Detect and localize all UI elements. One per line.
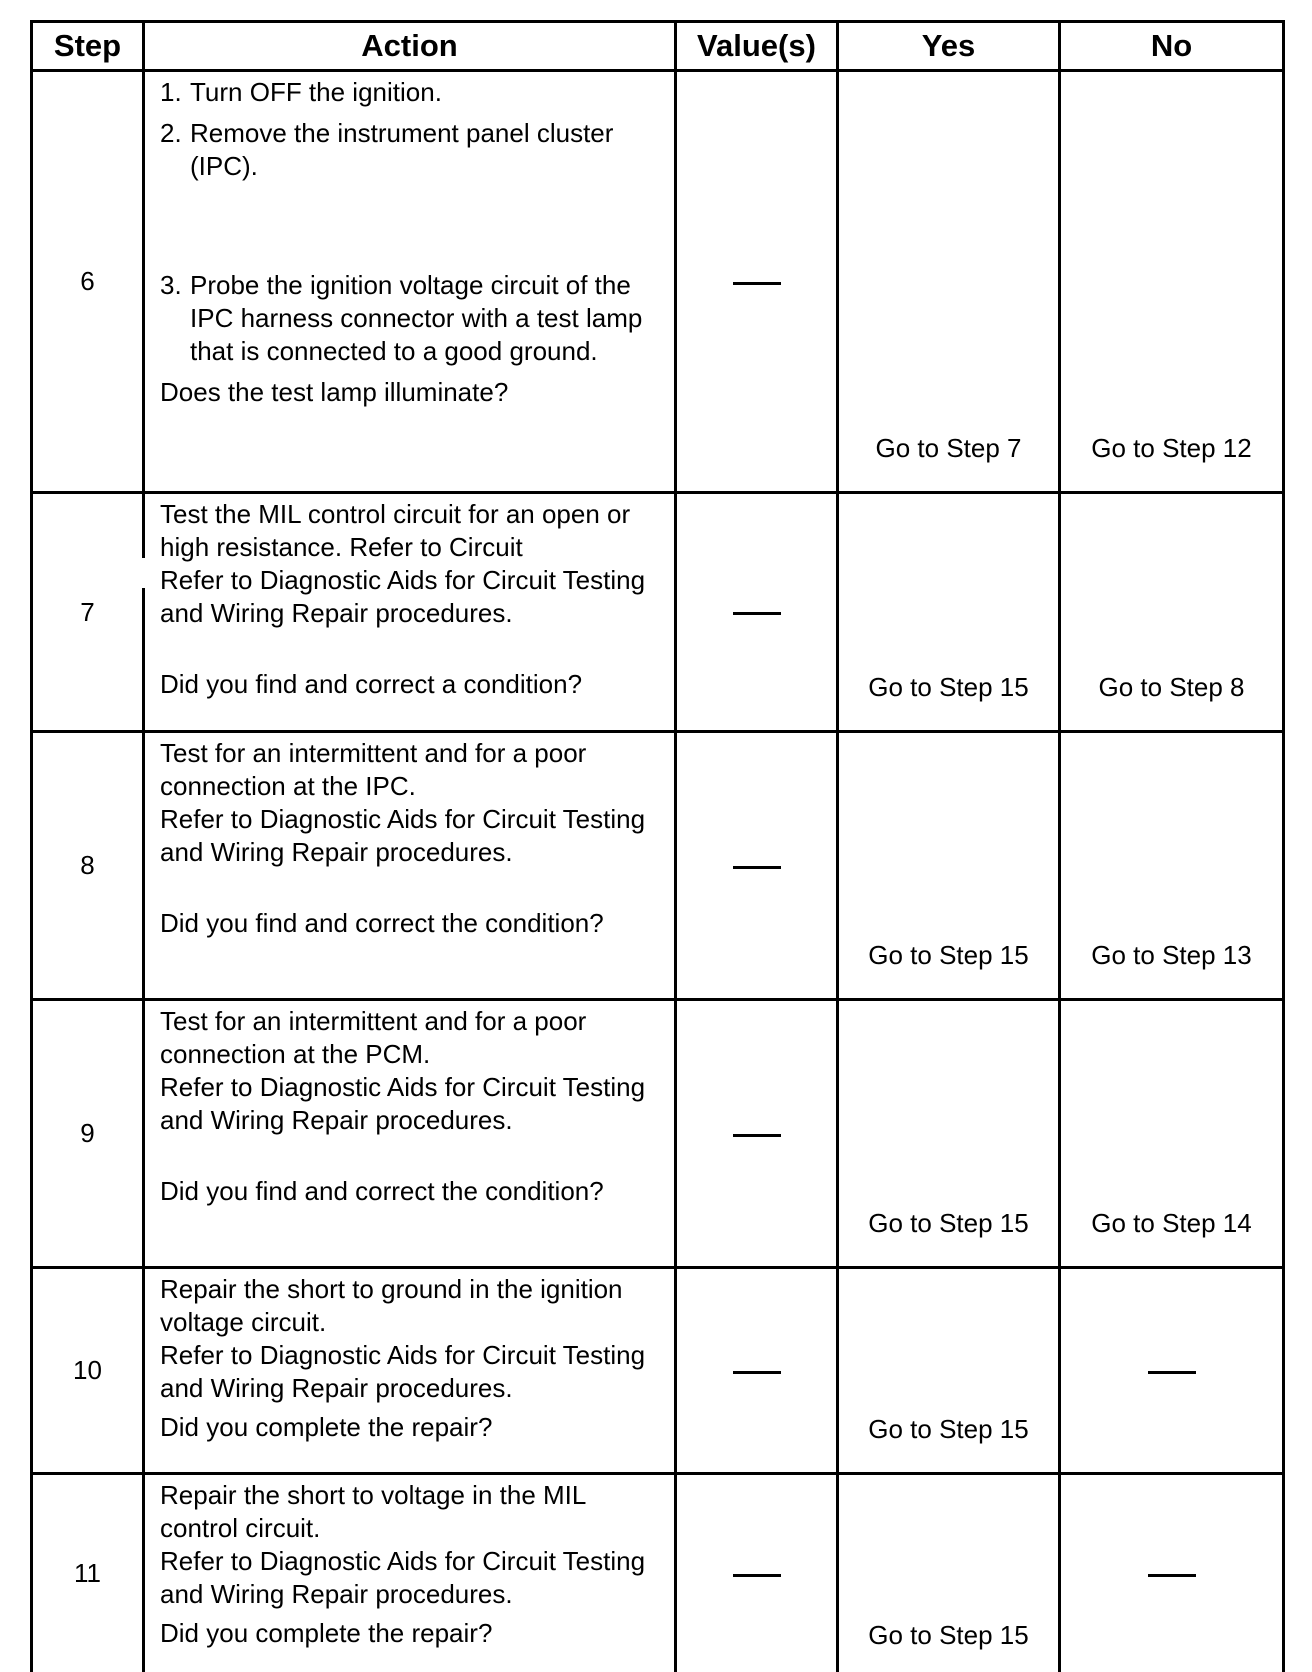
action-step-text: Probe the ignition voltage circuit of the IPC harness connector with a test lamp that is connected to a good ground. — [190, 269, 666, 368]
action-question: Did you find and correct the condition? — [160, 907, 666, 940]
action-cell — [144, 1474, 676, 1672]
action-text: Repair the short to ground in the ignition voltage circuit. — [160, 1273, 666, 1339]
action-question: Did you complete the repair? — [160, 1617, 666, 1650]
step-number: 10 — [32, 1268, 144, 1474]
action-question: Did you find and correct the condition? — [160, 1175, 666, 1208]
value-cell — [676, 71, 838, 493]
action-cell — [144, 1268, 676, 1474]
action-step-number: 3. — [160, 269, 190, 368]
yes-cell: Go to Step 15 — [838, 1474, 1060, 1672]
step-number: 6 — [32, 71, 144, 493]
action-text: Repair the short to voltage in the MIL control circuit. — [160, 1479, 666, 1545]
action-step — [160, 117, 666, 183]
table-row — [32, 732, 1284, 1000]
yes-cell: Go to Step 15 — [838, 493, 1060, 732]
value-cell — [676, 1268, 838, 1474]
no-cell: Go to Step 13 — [1060, 732, 1284, 1000]
no-cell — [1060, 1474, 1284, 1672]
dash-mark — [733, 282, 781, 285]
value-cell — [676, 732, 838, 1000]
action-step-number: 1. — [160, 76, 190, 109]
table-row — [32, 1268, 1284, 1474]
no-cell: Go to Step 8 — [1060, 493, 1284, 732]
action-text: Test the MIL control circuit for an open or high resistance. Refer to Circuit — [160, 498, 666, 564]
yes-cell: Go to Step 15 — [838, 1000, 1060, 1268]
action-text: Test for an intermittent and for a poor connection at the PCM. — [160, 1005, 666, 1071]
dash-mark — [1148, 1371, 1196, 1374]
header-row — [32, 22, 1284, 71]
value-dash — [733, 281, 781, 285]
step-number: 11 — [32, 1474, 144, 1672]
action-cell — [144, 732, 676, 1000]
value-cell — [676, 493, 838, 732]
value-cell — [676, 1474, 838, 1672]
no-cell — [1060, 1268, 1284, 1474]
table-row — [32, 1000, 1284, 1268]
table-row — [32, 71, 1284, 493]
diagnostic-table — [30, 20, 1285, 1672]
header-values: Value(s) — [676, 22, 838, 71]
dash-mark — [733, 1134, 781, 1137]
no-cell: Go to Step 14 — [1060, 1000, 1284, 1268]
action-question: Does the test lamp illuminate? — [160, 376, 666, 409]
step-number: 8 — [32, 732, 144, 1000]
action-text: Refer to Diagnostic Aids for Circuit Testing and Wiring Repair procedures. — [160, 564, 666, 630]
dash-mark — [733, 612, 781, 615]
action-text: Test for an intermittent and for a poor connection at the IPC. — [160, 737, 666, 803]
action-step — [160, 269, 666, 368]
table-header — [32, 22, 1284, 71]
table-row — [32, 493, 1284, 732]
header-no: No — [1060, 22, 1284, 71]
header-yes: Yes — [838, 22, 1060, 71]
yes-cell: Go to Step 7 — [838, 71, 1060, 493]
action-question: Did you complete the repair? — [160, 1411, 666, 1444]
action-cell — [144, 493, 676, 732]
value-cell — [676, 1000, 838, 1268]
action-steps — [160, 76, 666, 368]
action-step — [160, 76, 666, 109]
action-step-text: Turn OFF the ignition. — [190, 76, 442, 109]
header-step: Step — [32, 22, 144, 71]
dash-mark — [733, 866, 781, 869]
action-text: Refer to Diagnostic Aids for Circuit Testing and Wiring Repair procedures. — [160, 1071, 666, 1137]
dash-mark — [733, 1574, 781, 1577]
action-cell — [144, 1000, 676, 1268]
step-number: 9 — [32, 1000, 144, 1268]
yes-cell: Go to Step 15 — [838, 1268, 1060, 1474]
table-row — [32, 1474, 1284, 1672]
dash-mark — [1148, 1574, 1196, 1577]
action-text: Refer to Diagnostic Aids for Circuit Testing and Wiring Repair procedures. — [160, 803, 666, 869]
border-gap — [141, 558, 147, 588]
dash-mark — [733, 1371, 781, 1374]
no-cell: Go to Step 12 — [1060, 71, 1284, 493]
action-cell — [144, 71, 676, 493]
action-question: Did you find and correct a condition? — [160, 668, 666, 701]
header-action: Action — [144, 22, 676, 71]
yes-cell: Go to Step 15 — [838, 732, 1060, 1000]
action-text: Refer to Diagnostic Aids for Circuit Testing and Wiring Repair procedures. — [160, 1545, 666, 1611]
step-number: 7 — [32, 493, 144, 732]
action-step-number: 2. — [160, 117, 190, 183]
action-step-text: Remove the instrument panel cluster (IPC). — [190, 117, 666, 183]
action-text: Refer to Diagnostic Aids for Circuit Testing and Wiring Repair procedures. — [160, 1339, 666, 1405]
